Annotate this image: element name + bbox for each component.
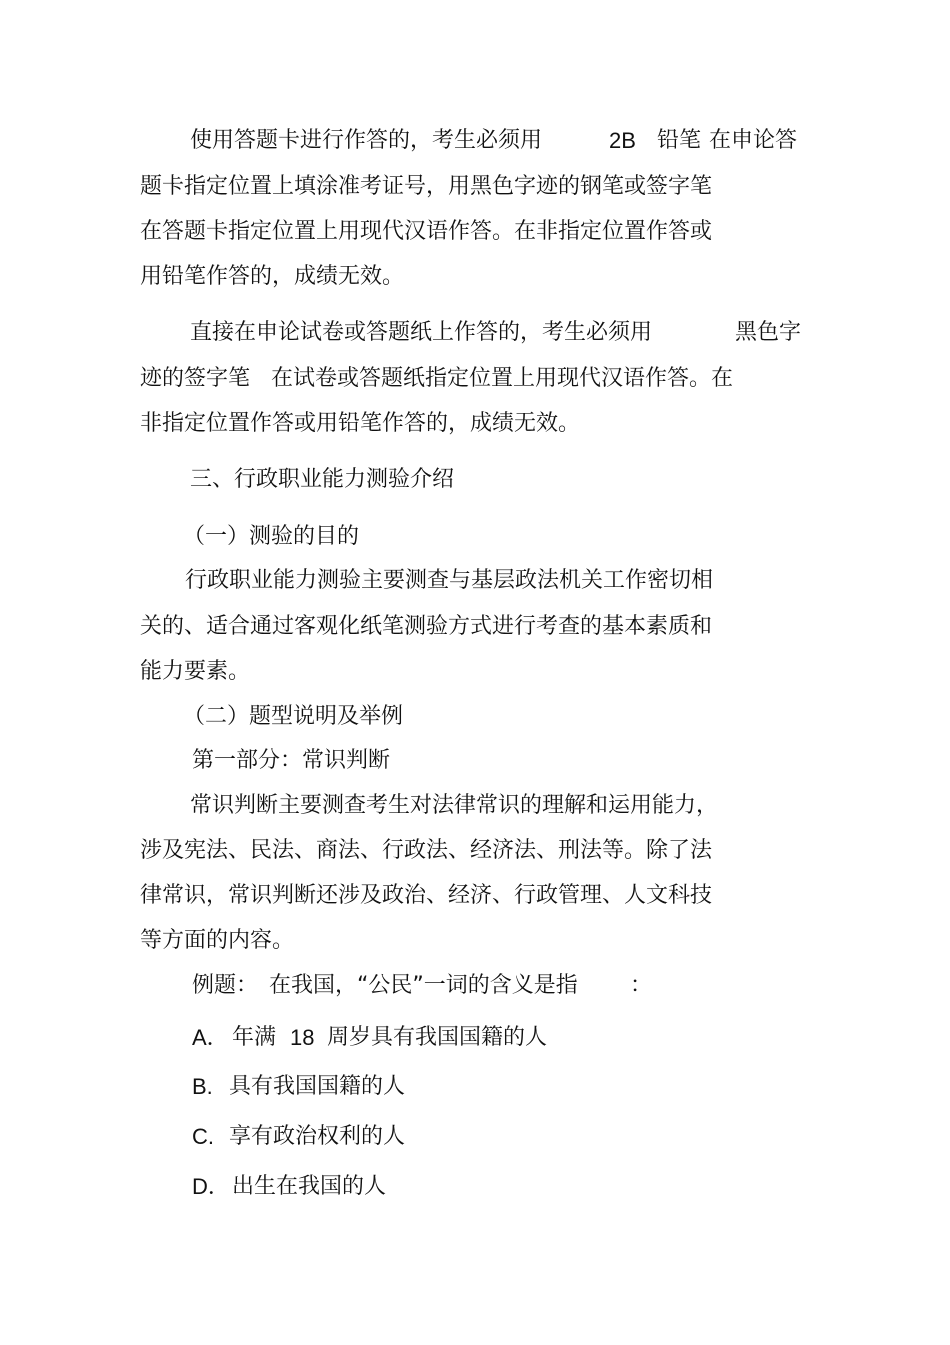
paragraph-1-line-4: 用铅笔作答的，成绩无效。 <box>140 264 405 289</box>
text: 铅笔 <box>657 128 702 153</box>
paragraph-2-line-1: 直接在申论试卷或答题纸上作答的，考生必须用 <box>190 320 653 345</box>
option-d-text: 出生在我国的人 <box>232 1174 387 1199</box>
paragraph-2-line-1-end: 黑色字 <box>735 320 802 345</box>
option-d-letter: D． <box>192 1174 230 1199</box>
paragraph-4-line-2: 涉及宪法、民法、商法、行政法、经济法、刑法等。除了法 <box>140 838 713 863</box>
pencil-word <box>657 126 701 156</box>
subsection-1-title: （一）测验的目的 <box>183 524 360 549</box>
paragraph-1-line-2: 题卡指定位置上填涂准考证号，用黑色字迹的钢笔或签字笔 <box>140 174 713 199</box>
option-b-letter: B. <box>192 1074 213 1099</box>
paragraph-3-line-3: 能力要素。 <box>140 659 251 684</box>
paragraph-1-line-1 <box>190 126 542 156</box>
subsection-2-title: （二）题型说明及举例 <box>183 704 404 729</box>
text: 使用答题卡进行作答的，考生必须用 <box>190 128 543 153</box>
paragraph-1-line-1-end <box>709 126 797 156</box>
text: 在申论答 <box>709 128 798 153</box>
option-c-letter: C. <box>192 1124 214 1149</box>
paragraph-3-line-2: 关的、适合通过客观化纸笔测验方式进行考查的基本素质和 <box>140 614 713 639</box>
paragraph-4-line-4: 等方面的内容。 <box>140 928 295 953</box>
option-a-number: 18 <box>290 1025 315 1050</box>
paragraph-2-line-2-start: 迹的签字笔 <box>140 366 251 391</box>
part-1-title: 第一部分：常识判断 <box>192 748 391 773</box>
paragraph-4-line-1: 常识判断主要测查考生对法律常识的理解和运用能力， <box>190 793 719 818</box>
paragraph-4-line-3: 律常识，常识判断还涉及政治、经济、行政管理、人文科技 <box>140 883 713 908</box>
paragraph-2-line-2-end: 在试卷或答题纸指定位置上用现代汉语作答。在 <box>271 366 734 391</box>
option-a-letter: A． <box>192 1025 229 1050</box>
option-c-text: 享有政治权利的人 <box>229 1124 406 1149</box>
paragraph-2-line-3: 非指定位置作答或用铅笔作答的，成绩无效。 <box>140 411 581 436</box>
example-label: 例题： <box>192 973 259 998</box>
section-3-title: 三、行政职业能力测验介绍 <box>190 467 455 492</box>
pencil-grade <box>609 126 636 156</box>
example-colon: ： <box>630 973 653 998</box>
example-question: 在我国，“公民”一词的含义是指 <box>269 973 578 998</box>
option-a-text-start: 年满 <box>232 1025 277 1050</box>
paragraph-1-line-3: 在答题卡指定位置上用现代汉语作答。在非指定位置作答或 <box>140 219 713 244</box>
paragraph-3-line-1: 行政职业能力测验主要测查与基层政法机关工作密切相 <box>185 568 714 593</box>
option-a-text-end: 周岁具有我国国籍的人 <box>327 1025 548 1050</box>
option-b-text: 具有我国国籍的人 <box>229 1074 406 1099</box>
text: 2B <box>609 128 636 153</box>
